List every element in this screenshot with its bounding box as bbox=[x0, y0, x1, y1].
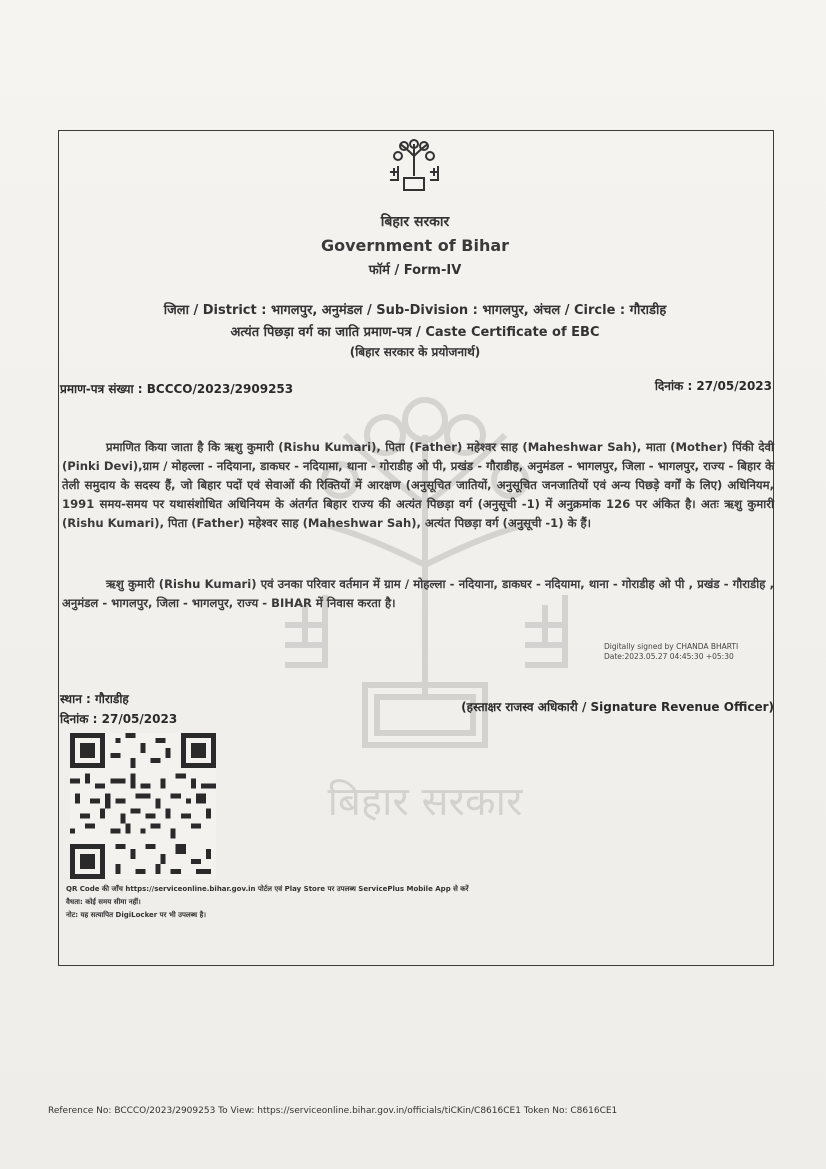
residence-paragraph: ऋशु कुमारी (Rishu Kumari) एवं उनका परिवार वर्तमान में ग्राम / मोहल्ला - नदियाना, डाकघर - नदियामा, थाना - गोराडीह ओ पी , प्रखंड - गौराडीह , अनुमंडल - भागलपुर, जिला - भागलपुर, राज्य - BIHAR में निवास करता है। bbox=[62, 577, 774, 610]
government-title: Government of Bihar bbox=[320, 236, 510, 255]
validity-note: वैधता: कोई समय सीमा नहीं। bbox=[66, 898, 141, 906]
certificate-date: दिनांक : 27/05/2023 bbox=[654, 379, 772, 393]
watermark-text: बिहार सरकार bbox=[327, 779, 523, 825]
certificate-body-paragraph: प्रमाणित किया जाता है कि ऋशु कुमारी (Rishu Kumari), पिता (Father) महेश्वर साह (Maheshwar Sah), माता (Mother) पिंकी देवी (Pinki Devi),ग्राम / मोहल्ला - नदियाना, डाकघर - नदियामा, थाना - गोराडीह ओ पी, प्रखंड - गौराडीह, अनुमंडल - भागलपुर, जिला - भागलपुर, राज्य - बिहार के तेली समुदाय के सदस्य हैं, जो बिहार पदों एवं सेवाओं की रिक्तियों में आरक्षण (अनुसूचित जातियों, अनुसूचित जनजातियों एवं अन्य पिछड़े वर्गों के लिए) अधिनियम, 1991 समय-समय पर यथासंशोधित अधिनियम के अंतर्गत बिहार राज्य की अत्यंत पिछड़ा वर्ग (अनुसूची -1) में अनुक्रमांक 126 पर अंकित है। अतः ऋशु कुमारी (Rishu Kumari), पिता (Father) महेश्वर साह (Maheshwar Sah), अत्यंत पिछड़ा वर्ग (अनुसूची -1) के हैं। bbox=[62, 440, 774, 530]
qr-code[interactable] bbox=[70, 733, 216, 879]
bihar-emblem-icon bbox=[384, 136, 444, 196]
digital-signature bbox=[604, 642, 738, 662]
place-label: स्थान : गौराडीह bbox=[60, 692, 129, 706]
digilocker-note: नोट: यह सत्यापित DigiLocker पर भी उपलब्ध है। bbox=[66, 911, 206, 919]
certificate-title: अत्यंत पिछड़ा वर्ग का जाति प्रमाण-पत्र / Caste Certificate of EBC bbox=[230, 325, 600, 340]
purpose-line: (बिहार सरकार के प्रयोजनार्थ) bbox=[349, 345, 481, 359]
digital-signature-name: Digitally signed by CHANDA BHARTI bbox=[604, 642, 739, 651]
officer-signature-label: (हस्ताक्षर राजस्व अधिकारी / Signature Revenue Officer) bbox=[461, 700, 774, 714]
certificate-number: प्रमाण-पत्र संख्या : BCCCO/2023/2909253 bbox=[60, 382, 294, 396]
issue-date: दिनांक : 27/05/2023 bbox=[60, 712, 178, 726]
digital-signature-date: Date:2023.05.27 04:45:30 +05:30 bbox=[604, 652, 734, 661]
location-line: जिला / District : भागलपुर, अनुमंडल / Sub-Division : भागलपुर, अंचल / Circle : गौराडीह bbox=[163, 303, 667, 318]
form-label: फॉर्म / Form-IV bbox=[368, 263, 462, 278]
reference-line: Reference No: BCCCO/2023/2909253 To View: https://serviceonline.bihar.gov.in/officials/tiCKin/C8616CE1 Token No: C8616CE1 bbox=[48, 1106, 618, 1116]
hindi-government-title: बिहार सरकार bbox=[380, 214, 450, 230]
qr-verification-note: QR Code की जाँच https://serviceonline.bihar.gov.in पोर्टल एवं Play Store पर उपलब्ध ServicePlus Mobile App से करें bbox=[66, 885, 469, 893]
